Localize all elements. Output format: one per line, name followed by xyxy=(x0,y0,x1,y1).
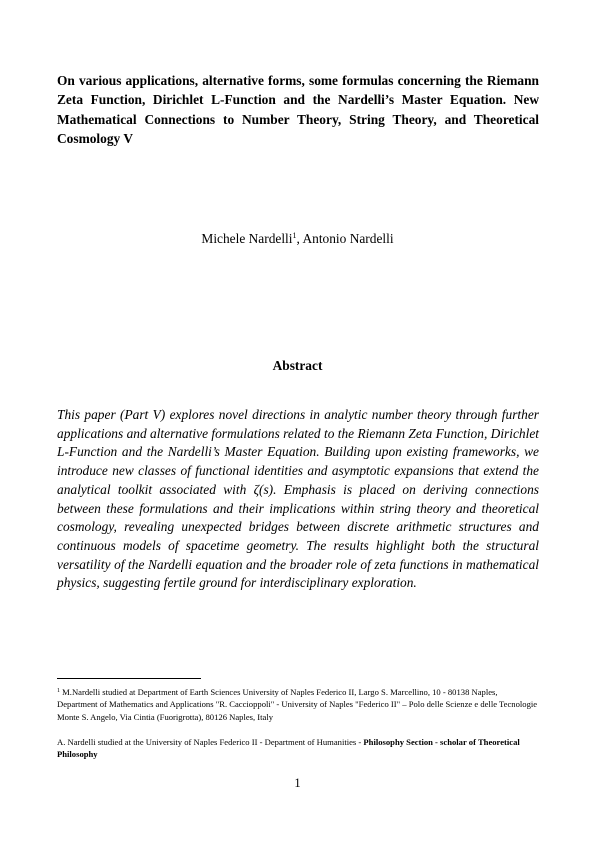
author-note-antonio xyxy=(57,736,539,761)
author-michele: Michele Nardelli xyxy=(201,231,293,246)
footnote-1-text: M.Nardelli studied at Department of Earth Sciences University of Naples Federico II, Largo S. Marcellino, 10 - 80138 Naples, Department of Mathematics and Applications "R. Caccioppoli" - University of Naples "Federico II" – Polo delle Scienze e delle Tecnologie Monte S. Angelo, Via Cintia (Fuorigrotta), 80126 Naples, Italy xyxy=(57,687,538,722)
author-line xyxy=(0,231,595,247)
footnote-1-marker: 1 xyxy=(57,688,60,694)
paper-title: On various applications, alternative forms, some formulas concerning the Riemann Zeta Function, Dirichlet L-Function and the Nardelli’s Master Equation. New Mathematical Connections to Number Theory, String Theory, and Theoretical Cosmology V xyxy=(57,73,539,146)
footnote-1 xyxy=(57,686,539,723)
abstract-heading: Abstract xyxy=(272,358,323,373)
abstract-body: This paper (Part V) explores novel directions in analytic number theory through further applications and alternative formulations related to the Riemann Zeta Function, Dirichlet L-Function and the Nardelli’s Master Equation. Building upon existing frameworks, we introduce new classes of functional identities and asymptotic expansions that extend the analytical toolkit associated with ζ(s). Emphasis is placed on deriving connections between these formulations and their implications within string theory and theoretical cosmology, revealing unexpected bridges between discrete arithmetic structures and continuous models of spacetime geometry. The results highlight both the structural versatility of the Nardelli equation and the broader role of zeta functions in mathematical physics, suggesting fertile ground for interdisciplinary exploration. xyxy=(57,407,539,591)
author-note-antonio-bold: Philosophy Section - scholar of Theoretical Philosophy xyxy=(57,737,520,760)
author-antonio: , Antonio Nardelli xyxy=(296,231,394,246)
footnote-marker-1[interactable]: 1 xyxy=(292,231,297,240)
author-note-antonio-text: A. Nardelli studied at the University of Naples Federico II - Department of Humanities - xyxy=(57,737,364,747)
footnote-divider xyxy=(57,678,201,679)
page-number: 1 xyxy=(294,776,301,790)
